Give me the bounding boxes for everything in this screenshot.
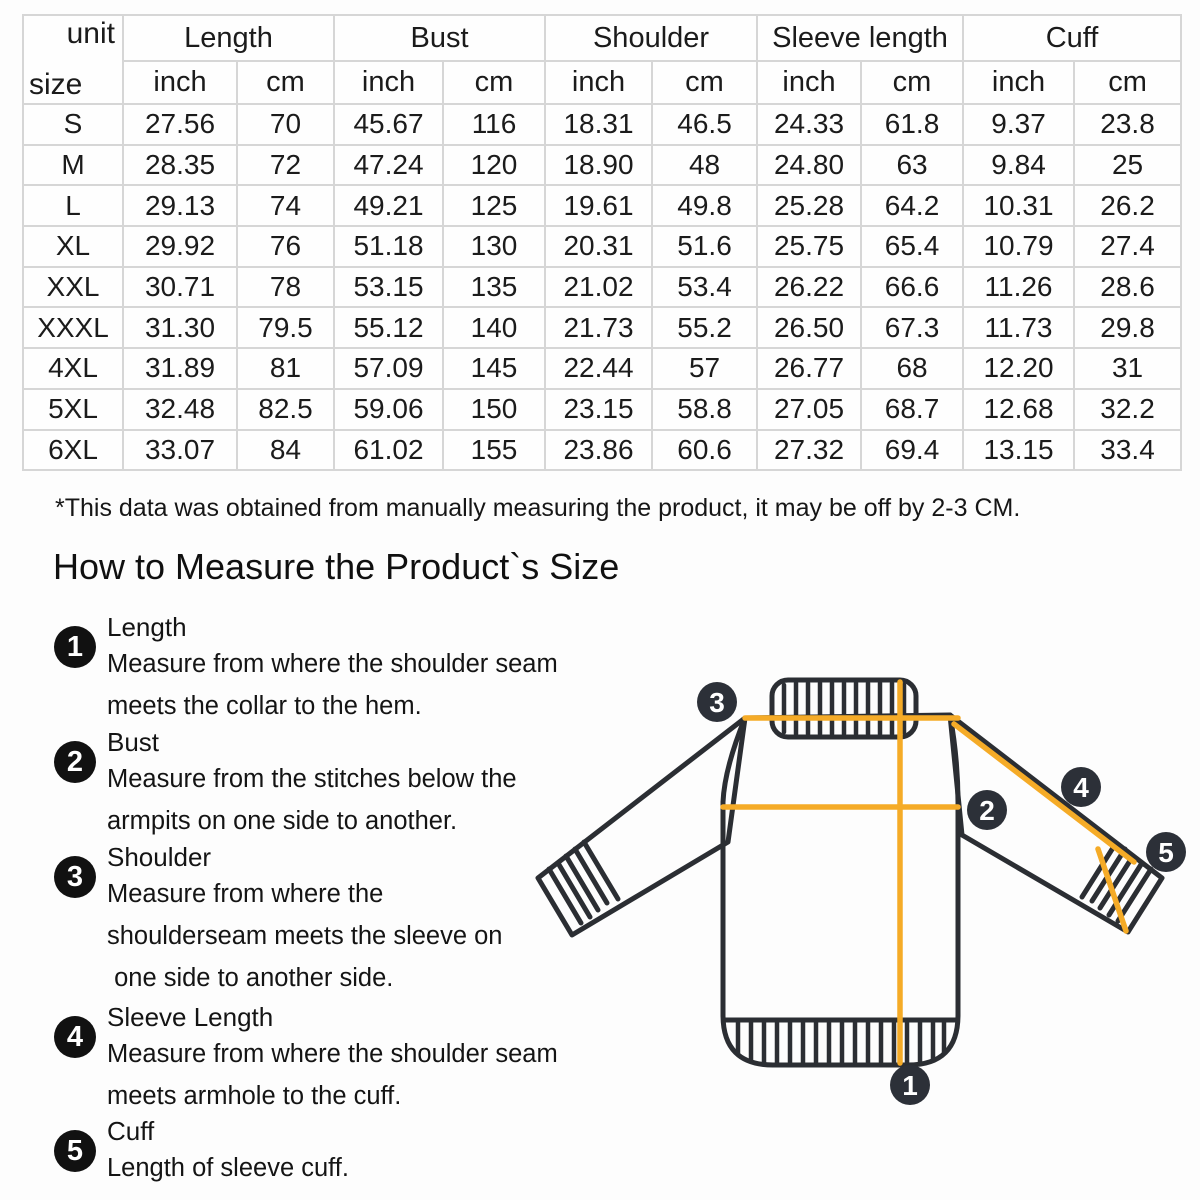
- measurement-cell: 53.15: [334, 267, 443, 308]
- measurement-cell: 61.02: [334, 430, 443, 471]
- instruction-title: Sleeve Length: [107, 1002, 274, 1032]
- measurement-cell: 23.15: [545, 389, 652, 430]
- instruction-item-sleeve-length: [54, 1002, 558, 1117]
- measurement-cell: 150: [443, 389, 545, 430]
- table-row: [23, 226, 1181, 267]
- measurement-cell: 24.80: [757, 145, 861, 186]
- collar: [772, 680, 916, 737]
- measurement-cell: 13.15: [963, 430, 1074, 471]
- measurement-cell: 9.84: [963, 145, 1074, 186]
- size-cell: XXL: [23, 267, 123, 308]
- measurement-cell: 32.48: [123, 389, 237, 430]
- measurement-cell: 55.2: [652, 307, 757, 348]
- corner-unit-label: unit: [66, 17, 115, 50]
- measurement-cell: 26.50: [757, 307, 861, 348]
- measurement-cell: 64.2: [861, 185, 963, 226]
- measurement-cell: 21.73: [545, 307, 652, 348]
- column-header-length: Length: [123, 15, 334, 61]
- measurement-cell: 27.05: [757, 389, 861, 430]
- size-cell: M: [23, 145, 123, 186]
- measurement-cell: 25: [1074, 145, 1181, 186]
- unit-header: cm: [861, 61, 963, 104]
- measurement-cell: 59.06: [334, 389, 443, 430]
- measurement-disclaimer-note: *This data was obtained from manually measuring the product, it may be off by 2-3 CM.: [55, 494, 1021, 522]
- unit-header: inch: [334, 61, 443, 104]
- measurement-cell: 33.4: [1074, 430, 1181, 471]
- measurement-cell: 70: [237, 104, 334, 145]
- measurement-cell: 74: [237, 185, 334, 226]
- measurement-cell: 28.35: [123, 145, 237, 186]
- measurement-cell: 10.79: [963, 226, 1074, 267]
- sweater-body: [723, 715, 958, 1065]
- measurement-cell: 67.3: [861, 307, 963, 348]
- measurement-cell: 68.7: [861, 389, 963, 430]
- size-cell: 5XL: [23, 389, 123, 430]
- measurement-cell: 9.37: [963, 104, 1074, 145]
- instruction-item-shoulder: [54, 842, 502, 999]
- measurement-cell: 30.71: [123, 267, 237, 308]
- measurement-cell: 31.89: [123, 348, 237, 389]
- measurement-cell: 58.8: [652, 389, 757, 430]
- measurement-cell: 31.30: [123, 307, 237, 348]
- table-group-header-row: [23, 15, 1181, 61]
- measurement-cell: 27.4: [1074, 226, 1181, 267]
- measurement-cell: 31: [1074, 348, 1181, 389]
- sweater-measurement-diagram: [500, 630, 1200, 1190]
- table-row: [23, 307, 1181, 348]
- instruction-item-bust: [54, 727, 517, 842]
- unit-header: cm: [1074, 61, 1181, 104]
- instruction-title: Shoulder: [107, 842, 212, 872]
- size-cell: L: [23, 185, 123, 226]
- measurement-cell: 48: [652, 145, 757, 186]
- table-row: [23, 389, 1181, 430]
- measurement-cell: 135: [443, 267, 545, 308]
- column-header-bust: Bust: [334, 15, 545, 61]
- measurement-cell: 22.44: [545, 348, 652, 389]
- measurement-cell: 11.73: [963, 307, 1074, 348]
- svg-text:1: 1: [902, 1070, 918, 1101]
- diagram-badge-2: [967, 790, 1007, 830]
- measurement-cell: 125: [443, 185, 545, 226]
- measurement-cell: 82.5: [237, 389, 334, 430]
- measurement-cell: 33.07: [123, 430, 237, 471]
- measurement-cell: 120: [443, 145, 545, 186]
- measurement-cell: 61.8: [861, 104, 963, 145]
- size-cell: 6XL: [23, 430, 123, 471]
- instruction-title: Length: [107, 612, 187, 642]
- measurement-cell: 26.77: [757, 348, 861, 389]
- table-unit-header-row: [23, 61, 1181, 104]
- measurement-cell: 26.2: [1074, 185, 1181, 226]
- svg-text:2: 2: [979, 795, 995, 826]
- table-row: [23, 185, 1181, 226]
- instruction-line: Length of sleeve cuff.: [107, 1154, 349, 1182]
- column-header-cuff: Cuff: [963, 15, 1181, 61]
- instruction-line: shoulderseam meets the sleeve on: [107, 922, 503, 950]
- measurement-cell: 25.28: [757, 185, 861, 226]
- diagram-badge-3: [697, 682, 737, 722]
- instruction-line: Measure from where the: [107, 880, 384, 908]
- instruction-number-badge: 2: [54, 741, 96, 783]
- measurement-cell: 25.75: [757, 226, 861, 267]
- measurement-cell: 79.5: [237, 307, 334, 348]
- instruction-number-badge: 3: [54, 856, 96, 898]
- measurement-cell: 12.20: [963, 348, 1074, 389]
- svg-text:4: 4: [1073, 772, 1089, 803]
- measurement-cell: 81: [237, 348, 334, 389]
- measurement-cell: 49.21: [334, 185, 443, 226]
- measurement-cell: 23.86: [545, 430, 652, 471]
- table-row: [23, 430, 1181, 471]
- corner-cell: [23, 15, 123, 104]
- measurement-cell: 27.32: [757, 430, 861, 471]
- measurement-cell: 57: [652, 348, 757, 389]
- measurement-cell: 69.4: [861, 430, 963, 471]
- unit-header: cm: [443, 61, 545, 104]
- diagram-badge-5: [1146, 832, 1186, 872]
- measurement-cell: 24.33: [757, 104, 861, 145]
- instruction-line: one side to another side.: [107, 964, 394, 992]
- measurement-cell: 145: [443, 348, 545, 389]
- diagram-badge-4: [1061, 767, 1101, 807]
- measurement-cell: 57.09: [334, 348, 443, 389]
- measurement-cell: 49.8: [652, 185, 757, 226]
- measurement-cell: 51.18: [334, 226, 443, 267]
- corner-size-label: size: [29, 68, 83, 101]
- unit-header: cm: [237, 61, 334, 104]
- measurement-cell: 78: [237, 267, 334, 308]
- measurement-cell: 63: [861, 145, 963, 186]
- instruction-line: meets armhole to the cuff.: [107, 1082, 402, 1110]
- measurement-cell: 51.6: [652, 226, 757, 267]
- measurement-cell: 140: [443, 307, 545, 348]
- size-cell: XL: [23, 226, 123, 267]
- measurement-cell: 66.6: [861, 267, 963, 308]
- instruction-title: Bust: [107, 727, 160, 757]
- measurement-cell: 60.6: [652, 430, 757, 471]
- measurement-cell: 116: [443, 104, 545, 145]
- measurement-cell: 29.92: [123, 226, 237, 267]
- unit-header: inch: [545, 61, 652, 104]
- measurement-cell: 55.12: [334, 307, 443, 348]
- measurement-cell: 47.24: [334, 145, 443, 186]
- measurement-cell: 12.68: [963, 389, 1074, 430]
- measurement-cell: 46.5: [652, 104, 757, 145]
- unit-header: cm: [652, 61, 757, 104]
- measurement-cell: 32.2: [1074, 389, 1181, 430]
- size-table: [22, 14, 1182, 471]
- hem-ribbing: [721, 1020, 960, 1063]
- measurement-cell: 20.31: [545, 226, 652, 267]
- svg-text:3: 3: [709, 687, 725, 718]
- instruction-number-badge: 4: [54, 1016, 96, 1058]
- measurement-cell: 76: [237, 226, 334, 267]
- instruction-line: Measure from the stitches below the: [107, 765, 517, 793]
- measurement-cell: 23.8: [1074, 104, 1181, 145]
- left-sleeve: [538, 718, 745, 935]
- size-cell: XXXL: [23, 307, 123, 348]
- table-row: [23, 145, 1181, 186]
- measurement-cell: 28.6: [1074, 267, 1181, 308]
- measurement-cell: 19.61: [545, 185, 652, 226]
- measurement-cell: 21.02: [545, 267, 652, 308]
- unit-header: inch: [757, 61, 861, 104]
- unit-header: inch: [123, 61, 237, 104]
- measurement-cell: 130: [443, 226, 545, 267]
- measurement-cell: 68: [861, 348, 963, 389]
- instruction-number-badge: 5: [54, 1130, 96, 1172]
- instruction-title: Cuff: [107, 1116, 155, 1146]
- unit-header: inch: [963, 61, 1074, 104]
- instruction-line: meets the collar to the hem.: [107, 692, 422, 720]
- instruction-item-length: [54, 612, 558, 727]
- sweater-diagram-svg: [500, 630, 1200, 1190]
- column-header-sleeve-length: Sleeve length: [757, 15, 963, 61]
- measurement-cell: 18.90: [545, 145, 652, 186]
- measurement-cell: 45.67: [334, 104, 443, 145]
- size-cell: 4XL: [23, 348, 123, 389]
- measurement-cell: 53.4: [652, 267, 757, 308]
- measurement-cell: 155: [443, 430, 545, 471]
- column-header-shoulder: Shoulder: [545, 15, 757, 61]
- measurement-cell: 72: [237, 145, 334, 186]
- table-row: [23, 104, 1181, 145]
- section-heading: How to Measure the Product`s Size: [53, 546, 620, 587]
- measurement-cell: 10.31: [963, 185, 1074, 226]
- size-table-body: [23, 104, 1181, 470]
- svg-text:5: 5: [1158, 837, 1174, 868]
- instruction-item-cuff: [54, 1116, 349, 1189]
- instruction-line: Measure from where the shoulder seam: [107, 650, 558, 678]
- collar-ribbing: [784, 683, 904, 734]
- size-cell: S: [23, 104, 123, 145]
- measurement-cell: 65.4: [861, 226, 963, 267]
- measurement-cell: 29.8: [1074, 307, 1181, 348]
- measurement-cell: 29.13: [123, 185, 237, 226]
- instruction-number-badge: 1: [54, 626, 96, 668]
- measurement-cell: 11.26: [963, 267, 1074, 308]
- diagram-badge-1: [890, 1065, 930, 1105]
- table-row: [23, 348, 1181, 389]
- measurement-cell: 18.31: [545, 104, 652, 145]
- measurement-cell: 84: [237, 430, 334, 471]
- measurement-cell: 27.56: [123, 104, 237, 145]
- measurement-cell: 26.22: [757, 267, 861, 308]
- instruction-line: armpits on one side to another.: [107, 807, 458, 835]
- table-row: [23, 267, 1181, 308]
- instruction-line: Measure from where the shoulder seam: [107, 1040, 558, 1068]
